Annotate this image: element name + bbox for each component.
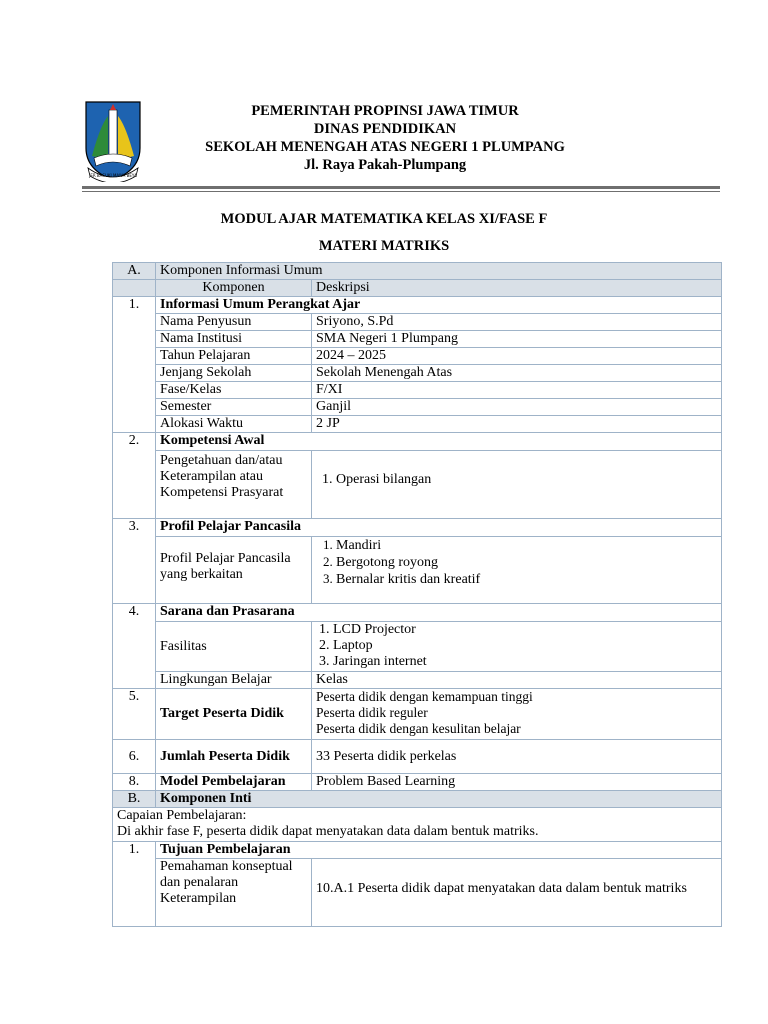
header-line-4: Jl. Raya Pakah-Plumpang — [303, 157, 467, 173]
tujuan-title-row — [113, 842, 722, 859]
field-value: Ganjil — [312, 399, 722, 416]
header-line-3: SEKOLAH MENENGAH ATAS NEGERI 1 PLUMPANG — [205, 139, 565, 155]
school-header — [160, 102, 610, 174]
capaian-cell — [113, 808, 722, 842]
table-row — [113, 365, 722, 382]
section-1-number: 1. — [113, 297, 156, 433]
section-8-number: 8. — [113, 774, 156, 791]
field-label: Fasilitas — [156, 622, 312, 672]
section-a-row — [113, 263, 722, 280]
section-2-number: 2. — [113, 433, 156, 519]
section-1-title: Informasi Umum Perangkat Ajar — [156, 297, 722, 314]
field-value — [312, 689, 722, 740]
table-row — [113, 537, 722, 604]
field-value — [312, 622, 722, 672]
section-4-title: Sarana dan Prasarana — [156, 604, 722, 622]
header-line-1: PEMERINTAH PROPINSI JAWA TIMUR — [251, 103, 519, 119]
section-2-title: Kompetensi Awal — [156, 433, 722, 451]
capaian-label: Capaian Pembelajaran: — [117, 808, 247, 823]
field-value — [312, 451, 722, 519]
list-item: 1. Mandiri — [336, 537, 717, 554]
table-row — [113, 331, 722, 348]
section-3-row — [113, 519, 722, 537]
table-row — [113, 348, 722, 365]
section-a-number: A. — [113, 263, 156, 280]
field-value — [312, 537, 722, 604]
table-row — [113, 451, 722, 519]
field-label: Lingkungan Belajar — [156, 672, 312, 689]
table-row — [113, 314, 722, 331]
field-label: Profil Pelajar Pancasila yang berkaitan — [156, 537, 312, 604]
table-row — [113, 622, 722, 672]
east-java-emblem-logo — [80, 96, 146, 182]
column-header-deskripsi: Deskripsi — [312, 280, 722, 297]
header-divider-thick — [82, 186, 720, 189]
column-header-row — [113, 280, 722, 297]
capaian-text: Di akhir fase F, peserta didik dapat menyatakan data dalam bentuk matriks. — [117, 824, 539, 839]
list-item: 2. Laptop — [333, 638, 717, 654]
list-item: 1. Operasi bilangan — [336, 472, 717, 488]
field-label: Nama Penyusun — [156, 314, 312, 331]
field-label: Nama Institusi — [156, 331, 312, 348]
table-row — [113, 672, 722, 689]
list-item: 3. Jaringan internet — [333, 654, 717, 670]
section-6-row — [113, 740, 722, 774]
list-item: 3. Bernalar kritis dan kreatif — [336, 571, 717, 588]
section-3-title: Profil Pelajar Pancasila — [156, 519, 722, 537]
section-a-label: Komponen Informasi Umum — [156, 263, 722, 280]
section-4-row — [113, 604, 722, 622]
section-2-row — [113, 433, 722, 451]
field-value: Sekolah Menengah Atas — [312, 365, 722, 382]
table-row — [113, 399, 722, 416]
section-1-row — [113, 297, 722, 314]
field-value: Sriyono, S.Pd — [312, 314, 722, 331]
field-value: 10.A.1 Peserta didik dapat menyatakan data dalam bentuk matriks — [312, 859, 722, 927]
field-label: Pemahaman konseptual dan penalaran Keterampilan — [156, 859, 312, 927]
column-header-komponen: Komponen — [156, 280, 312, 297]
prerequisite-list — [316, 472, 717, 488]
header-divider-thin — [82, 191, 720, 192]
section-8-title: Model Pembelajaran — [156, 774, 312, 791]
field-value: F/XI — [312, 382, 722, 399]
section-8-row — [113, 774, 722, 791]
section-6-title: Jumlah Peserta Didik — [156, 740, 312, 774]
capaian-row — [113, 808, 722, 842]
field-value: Kelas — [312, 672, 722, 689]
facility-list — [316, 622, 717, 670]
section-4-number: 4. — [113, 604, 156, 689]
field-label: Semester — [156, 399, 312, 416]
field-value: 33 Peserta didik perkelas — [312, 740, 722, 774]
document-title: MODUL AJAR MATEMATIKA KELAS XI/FASE F — [220, 211, 548, 227]
section-5-title: Target Peserta Didik — [156, 689, 312, 740]
section-b-number: B. — [113, 791, 156, 808]
logo-motto-text: JER BASUKI MAWA BEYA — [89, 173, 137, 178]
section-b-label: Komponen Inti — [156, 791, 722, 808]
table-row — [113, 859, 722, 927]
list-item: 1. LCD Projector — [333, 622, 717, 638]
tujuan-title: Tujuan Pembelajaran — [156, 842, 722, 859]
field-value: 2024 – 2025 — [312, 348, 722, 365]
field-value: Problem Based Learning — [312, 774, 722, 791]
tujuan-number: 1. — [113, 842, 156, 927]
module-info-table — [112, 262, 722, 927]
section-5-number: 5. — [113, 689, 156, 740]
field-label: Fase/Kelas — [156, 382, 312, 399]
section-6-number: 6. — [113, 740, 156, 774]
field-value: 2 JP — [312, 416, 722, 433]
field-label: Tahun Pelajaran — [156, 348, 312, 365]
target-line: Peserta didik reguler — [316, 705, 428, 720]
field-label: Pengetahuan dan/atau Keterampilan atau Kompetensi Prasyarat — [156, 451, 312, 519]
field-label: Jenjang Sekolah — [156, 365, 312, 382]
document-subtitle: MATERI MATRIKS — [318, 238, 450, 254]
field-label: Alokasi Waktu — [156, 416, 312, 433]
field-value: SMA Negeri 1 Plumpang — [312, 331, 722, 348]
header-line-2: DINAS PENDIDIKAN — [313, 121, 457, 137]
table-row — [113, 416, 722, 433]
list-item: 2. Bergotong royong — [336, 554, 717, 571]
section-3-number: 3. — [113, 519, 156, 604]
table-row — [113, 382, 722, 399]
section-5-row — [113, 689, 722, 740]
target-line: Peserta didik dengan kemampuan tinggi — [316, 689, 533, 704]
profile-list — [316, 537, 717, 588]
target-line: Peserta didik dengan kesulitan belajar — [316, 721, 521, 736]
section-b-row — [113, 791, 722, 808]
